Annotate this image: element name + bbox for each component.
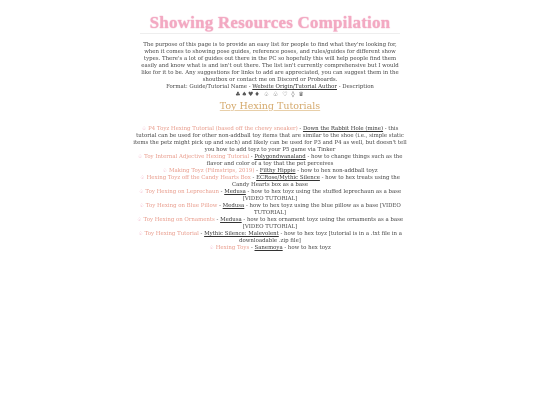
list-item: ♤ Toy Hexing on Ornaments - Medusa - how to hex ornament toyz using the ornaments as a base [VIDEO TUTORIAL] xyxy=(136,217,404,230)
author-link[interactable]: Medusa xyxy=(224,189,246,195)
format-label: Format: Guide/Tutorial Name - xyxy=(166,84,253,90)
tutorial-description: - how to hex toyz [tutorial is in a .txt file in a downloadable .zip file] xyxy=(239,231,402,244)
author-link[interactable]: Medusa xyxy=(222,203,245,209)
list-item: ♤ P4 Toyz Hexing Tutorial (based off the chewy sneaker) - Down the Rabbit Hole (mine) - this tutorial can be used for other non-addball toy items that are similar to the shoe (i.e., simple static items the petz might pick up and such) and likely can be used for P3 and P4 as well, but doesn't tell you how to add toyz to your P5 game via Tinker xyxy=(133,126,407,153)
author-link[interactable]: Polygondwanaland xyxy=(254,154,306,160)
list-item: ♤ Hexing Toys - Sanemoya - how to hex toyz xyxy=(209,245,331,251)
tutorial-description: - this tutorial can be used for other non-addball toy items that are similar to the shoe (i.e., simple static items the petz might pick up and such) and likely can be used for P3 and P4 as well, but doesn't tell you how to add toyz to your P5 game via Tinker xyxy=(133,126,407,153)
symbol-legend: ♣♠♥♦ ♤ ♧ ♡ ◊ ♛ xyxy=(235,91,305,98)
tutorial-description: - how to hex toyz xyxy=(282,245,331,251)
tutorial-link[interactable]: Toy Internal Adjective Hexing Tutorial xyxy=(144,154,250,160)
spade-icon: ♤ xyxy=(137,154,143,160)
spade-icon: ♤ xyxy=(139,203,145,209)
author-link[interactable]: Filthy Hippie xyxy=(259,168,296,174)
list-item: ♤ Toy Hexing Tutorial - Mythic Silence: Malevolent - how to hex toyz [tutorial is in a .txt file in a downloadable .zip file] xyxy=(138,231,402,244)
tutorial-description: - how to change things such as the flavor and color of a toy that the pet perceives xyxy=(206,154,403,167)
spade-icon: ♤ xyxy=(209,245,214,251)
author-link[interactable]: ECRose/Mythic Silence xyxy=(256,175,320,181)
spade-icon: ♤ xyxy=(162,168,168,174)
tutorial-link[interactable]: Toy Hexing on Leprechaun xyxy=(145,189,219,195)
intro-text: The purpose of this page is to provide an easy list for people to find what they're looking for, when it comes to showing pose guides, reference poses, and rules/guides for different show types. There's a lot of guides out there in the PC so hopefully this will help people find them easily and know what is and isn't out there. The list isn't currently comprehensive but I would like for it to be. Any suggestions for links to add are appreciated, you can suggest them in the shoutbox or contact me on Discord or Proboards. xyxy=(141,42,399,83)
tutorial-description: - how to hex non-addball toyz xyxy=(295,168,378,174)
tutorial-link[interactable]: Making Toyz (Filmstrips, 2019) xyxy=(168,168,255,174)
tutorial-list xyxy=(133,126,407,258)
spade-icon: ♤ xyxy=(141,126,147,132)
tutorial-link[interactable]: Toy Hexing on Blue Pillow xyxy=(145,203,218,209)
spade-icon: ♤ xyxy=(140,175,145,181)
tutorial-link[interactable]: Hexing Toys xyxy=(215,245,250,251)
tutorial-link[interactable]: Toy Hexing Tutorial xyxy=(144,231,199,237)
intro-block xyxy=(136,42,404,99)
format-tail: - Description xyxy=(337,84,374,90)
list-item: ♤ Toy Internal Adjective Hexing Tutorial - Polygondwanaland - how to change things such as the flavor and color of a toy that the pet perceives xyxy=(137,154,403,167)
title-divider xyxy=(140,33,400,34)
author-link[interactable]: Medusa xyxy=(220,217,242,223)
page-title: Showing Resources Compilation xyxy=(149,13,391,32)
tutorial-link[interactable]: Toy Hexing on Ornaments xyxy=(143,217,215,223)
tutorial-description: - how to hex treats using the Candy Hearts box as a base xyxy=(231,175,400,188)
author-link[interactable]: Mythic Silence: Malevolent xyxy=(204,231,279,237)
author-link[interactable]: Down the Rabbit Hole (mine) xyxy=(302,126,384,132)
tutorial-description: - how to hex ornament toyz using the ornaments as a base [VIDEO TUTORIAL] xyxy=(241,217,404,230)
tutorial-description: - how to hex toyz using the blue pillow as a base [VIDEO TUTORIAL] xyxy=(244,203,401,216)
tutorial-link[interactable]: P4 Toyz Hexing Tutorial (based off the chewy sneaker) xyxy=(148,126,298,132)
list-item: ♤ Making Toyz (Filmstrips, 2019) - Filthy Hippie - how to hex non-addball toyz xyxy=(162,168,378,174)
format-link[interactable]: Website Origin/Tutorial Author xyxy=(252,84,337,90)
tutorial-description: - how to hex toyz using the stuffed leprechaun as a base [VIDEO TUTORIAL] xyxy=(242,189,402,202)
tutorial-link[interactable]: Hexing Toyz off the Candy Hearts Box xyxy=(146,175,251,181)
section-heading xyxy=(0,101,540,112)
list-item: ♤ Hexing Toyz off the Candy Hearts Box - ECRose/Mythic Silence - how to hex treats using the Candy Hearts box as a base xyxy=(140,175,400,188)
author-link[interactable]: Sanemoya xyxy=(254,245,283,251)
spade-icon: ♤ xyxy=(136,217,142,223)
section-title: Toy Hexing Tutorials xyxy=(219,101,321,112)
list-item: ♤ Toy Hexing on Leprechaun - Medusa - how to hex toyz using the stuffed leprechaun as a base [VIDEO TUTORIAL] xyxy=(138,189,402,202)
spade-icon: ♤ xyxy=(138,189,144,195)
list-item: ♤ Toy Hexing on Blue Pillow - Medusa - how to hex toyz using the blue pillow as a base [VIDEO TUTORIAL] xyxy=(139,203,401,216)
spade-icon: ♤ xyxy=(138,231,143,237)
